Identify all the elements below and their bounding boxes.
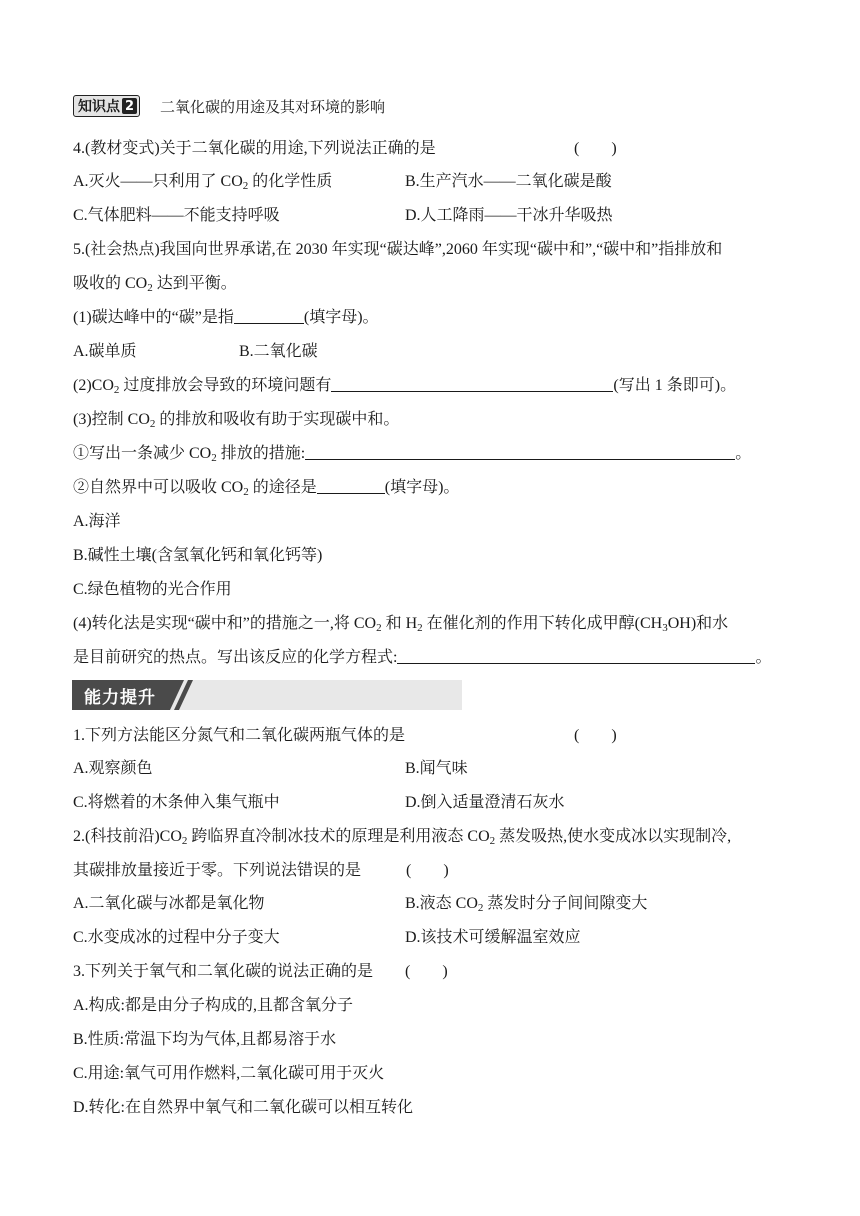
a1-stem: 1.下列方法能区分氮气和二氧化碳两瓶气体的是 (73, 727, 406, 744)
q5-part3-2-blank[interactable] (317, 478, 385, 494)
a2-answer-paren[interactable]: ( ) (406, 862, 449, 879)
q5-part3-option-b[interactable]: B.碱性土壤(含氢氧化钙和氧化钙等) (73, 547, 323, 564)
q5-part2-blank[interactable] (331, 376, 613, 392)
q5-part3-1: ①写出一条减少 $CO_2$ 排放的措施: 。 (73, 445, 752, 464)
a2-option-a[interactable]: A.二氧化碳与冰都是氧化物 (73, 895, 265, 912)
badge-label: 知识点 (78, 99, 120, 115)
q4-option-a[interactable]: A.灭火——只利用了 $CO_2$ 的化学性质 (73, 173, 333, 192)
a1-option-c[interactable]: C.将燃着的木条伸入集气瓶中 (73, 794, 280, 811)
q5-part1: (1)碳达峰中的“碳”是指 (填字母)。 (73, 309, 379, 326)
q4-answer-paren[interactable]: ( ) (574, 140, 617, 157)
q5-part4-line2: 是目前研究的热点。写出该反应的化学方程式: 。 (73, 649, 772, 666)
badge-number: 2 (122, 98, 137, 114)
a3-stem: 3.下列关于氧气和二氧化碳的说法正确的是 (73, 963, 374, 980)
a3-option-d[interactable]: D.转化:在自然界中氧气和二氧化碳可以相互转化 (73, 1099, 414, 1116)
q5-part4-blank[interactable] (397, 648, 755, 664)
q4-stem: 4.(教材变式)关于二氧化碳的用途,下列说法正确的是 (73, 140, 436, 157)
a3-option-b[interactable]: B.性质:常温下均为气体,且都易溶于水 (73, 1031, 337, 1048)
a3-answer-paren[interactable]: ( ) (405, 963, 448, 980)
q5-part3: (3)控制 $CO_2$ 的排放和吸收有助于实现碳中和。 (73, 411, 400, 430)
knowledge-point-header (73, 95, 385, 117)
q5-part3-option-a[interactable]: A.海洋 (73, 513, 121, 530)
q5-part3-2: ②自然界中可以吸收 $CO_2$ 的途径是 (填字母)。 (73, 479, 460, 498)
q4-option-c[interactable]: C.气体肥料——不能支持呼吸 (73, 207, 280, 224)
q4-option-d[interactable]: D.人工降雨——干冰升华吸热 (405, 207, 613, 224)
a3-option-c[interactable]: C.用途:氧气可用作燃料,二氧化碳可用于灭火 (73, 1065, 385, 1082)
q5-stem-line2: 吸收的 $CO_2$ 达到平衡。 (73, 275, 237, 294)
a2-option-c[interactable]: C.水变成冰的过程中分子变大 (73, 929, 280, 946)
q5-part3-1-blank[interactable] (305, 444, 735, 460)
a2-stem-line2: 其碳排放量接近于零。下列说法错误的是 (73, 862, 362, 879)
q5-part2: $(2)CO_2$ 过度排放会导致的环境问题有 (写出 1 条即可)。 (73, 377, 737, 396)
knowledge-point-badge (73, 95, 140, 117)
a2-option-d[interactable]: D.该技术可缓解温室效应 (405, 929, 581, 946)
q4-option-b[interactable]: B.生产汽水——二氧化碳是酸 (405, 173, 612, 190)
a1-option-d[interactable]: D.倒入适量澄清石灰水 (405, 794, 565, 811)
q5-part3-option-c[interactable]: C.绿色植物的光合作用 (73, 581, 232, 598)
a1-option-a[interactable]: A.观察颜色 (73, 760, 153, 777)
a3-option-a[interactable]: A.构成:都是由分子构成的,且都含氧分子 (73, 997, 354, 1014)
q5-part1-option-b[interactable]: B.二氧化碳 (239, 343, 318, 360)
q5-part1-blank[interactable] (234, 308, 304, 324)
ability-section-title: 能力提升 (84, 688, 156, 708)
knowledge-point-title: 二氧化碳的用途及其对环境的影响 (160, 97, 386, 116)
q5-part4-line1: (4)转化法是实现“碳中和”的措施之一,将 $CO_2$ 和 $H_2$ 在催化剂的作用下转化成甲醇$(CH_3OH)$和水 (73, 615, 729, 634)
q5-part1-option-a[interactable]: A.碳单质 (73, 343, 137, 360)
a1-option-b[interactable]: B.闻气味 (405, 760, 468, 777)
a1-answer-paren[interactable]: ( ) (574, 727, 617, 744)
a2-stem-line1: 2.(科技前沿)$CO_2$ 跨临界直冷制冰技术的原理是利用液态 $CO_2$ 蒸发吸热,使水变成冰以实现制冷, (73, 828, 732, 847)
a2-option-b[interactable]: B.液态 $CO_2$ 蒸发时分子间间隙变大 (405, 895, 648, 914)
q5-stem-line1: 5.(社会热点)我国向世界承诺,在 2030 年实现“碳达峰”,2060 年实现“碳中和”,“碳中和”指排放和 (73, 241, 723, 258)
